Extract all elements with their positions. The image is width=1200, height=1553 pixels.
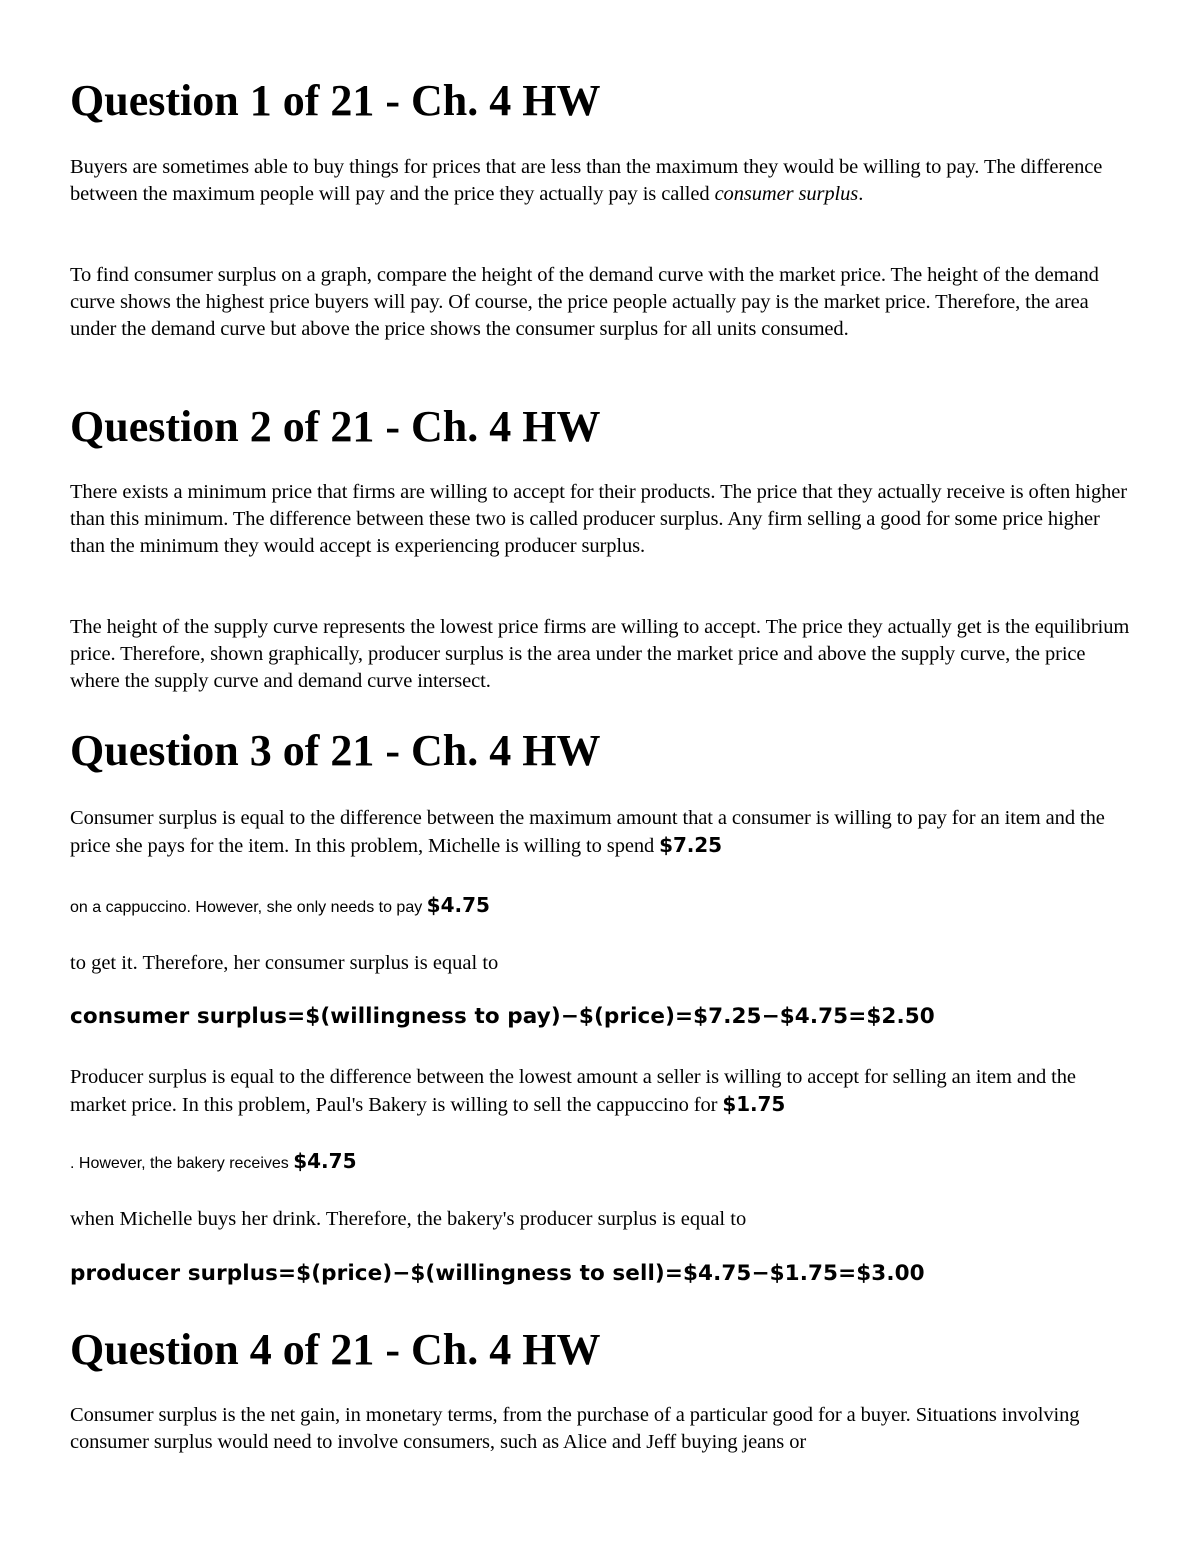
question-2-paragraph-2: The height of the supply curve represents the lowest price firms are willing to accept. The price they actually get is the equilibrium price. Therefore, shown graphically, producer surplus is the area under the market price and above the supply curve, the price where the supply curve and demand curve intersect.: [70, 616, 1130, 692]
question-1-paragraph-1: [70, 154, 1132, 208]
q3-line2-amount: $4.75: [426, 893, 490, 917]
question-3-line-2: [70, 890, 490, 923]
question-3-paragraph-1: [70, 805, 1132, 860]
question-1-paragraph-2: To find consumer surplus on a graph, compare the height of the demand curve with the market price. The height of the demand curve shows the highest price buyers will pay. Of course, the price people actually pay is the market price. Therefore, the area under the demand curve but above the price shows the consumer surplus for all units consumed.: [70, 264, 1099, 340]
q1-p1-text: Buyers are sometimes able to buy things for prices that are less than the maximum they would be willing to pay. The difference between the maximum people will pay and the price they actually pay is called: [70, 156, 1103, 205]
producer-surplus-formula: producer surplus=$(price)−$(willingness to sell)=$4.75−$1.75=$3.00: [70, 1261, 925, 1286]
q3-line2-text: on a cappuccino. However, she only needs to pay: [70, 899, 427, 916]
q3-line5-text: . However, the bakery receives: [70, 1155, 294, 1172]
question-4-heading: Question 4 of 21 - Ch. 4 HW: [70, 1325, 601, 1374]
question-3-line-6: when Michelle buys her drink. Therefore, the bakery's producer surplus is equal to: [70, 1208, 747, 1230]
question-3-line-3: to get it. Therefore, her consumer surplus is equal to: [70, 952, 499, 974]
q3-p2-text: Producer surplus is equal to the difference between the lowest amount a seller is willing to accept for selling an item and the market price. In this problem, Paul's Bakery is willing to sell the cappuccino for: [70, 1066, 1076, 1116]
question-3-paragraph-2: [70, 1064, 1132, 1119]
question-1-heading: Question 1 of 21 - Ch. 4 HW: [70, 76, 601, 125]
question-2-heading: Question 2 of 21 - Ch. 4 HW: [70, 402, 601, 451]
question-4-paragraph-1: Consumer surplus is the net gain, in monetary terms, from the purchase of a particular good for a buyer. Situations involving consumer surplus would need to involve consumers, such as Alice and Jeff buying jeans or: [70, 1404, 1080, 1453]
q3-p2-amount: $1.75: [722, 1092, 786, 1116]
q3-p1-text: Consumer surplus is equal to the difference between the maximum amount that a consumer is willing to pay for an item and the price she pays for the item. In this problem, Michelle is willing to spend: [70, 807, 1105, 857]
question-3-line-5: [70, 1146, 356, 1179]
q3-line5-amount: $4.75: [293, 1149, 357, 1173]
q1-p1-term: consumer surplus: [714, 183, 859, 205]
q1-p1-end: .: [858, 183, 864, 205]
question-3-heading: Question 3 of 21 - Ch. 4 HW: [70, 726, 601, 775]
consumer-surplus-formula: consumer surplus=$(willingness to pay)−$(price)=$7.25−$4.75=$2.50: [70, 1004, 935, 1029]
q3-p1-amount: $7.25: [659, 833, 722, 857]
question-2-paragraph-1: There exists a minimum price that firms are willing to accept for their products. The price that they actually receive is often higher than this minimum. The difference between these two is called producer surplus. Any firm selling a good for some price higher than the minimum they would accept is experiencing producer surplus.: [70, 481, 1127, 557]
